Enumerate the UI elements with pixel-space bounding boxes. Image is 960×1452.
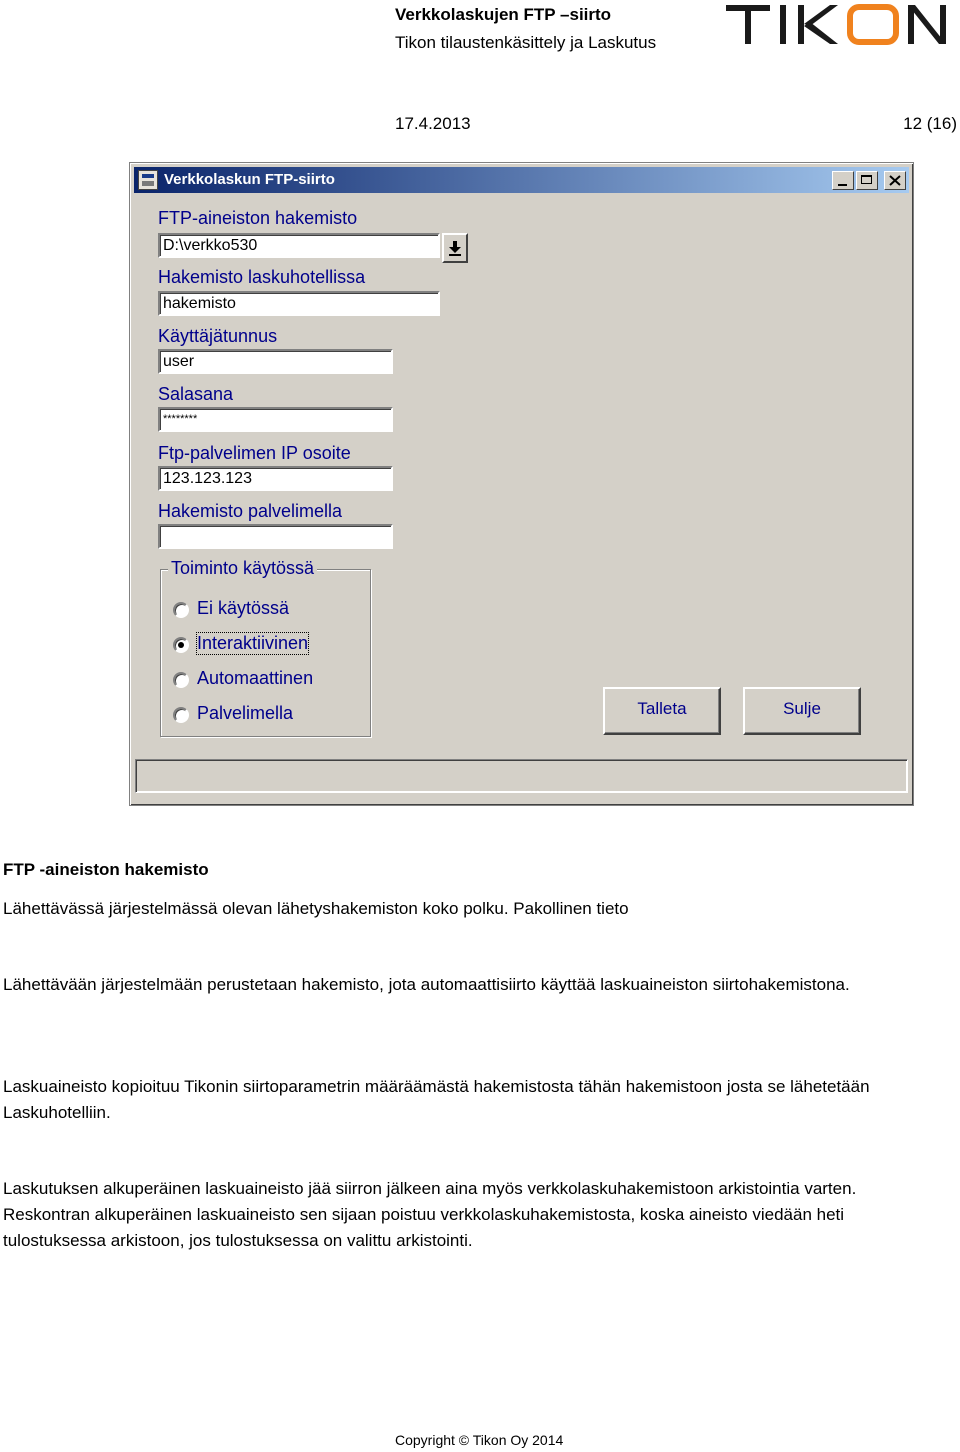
app-icon: [138, 170, 158, 190]
server-dir-label: Hakemisto palvelimella: [158, 501, 343, 521]
paragraph-2: Lähettävään järjestelmään perustetaan hakemisto, jota automaattisiirto käyttää laskuaineiston siirtohakemistona.: [3, 975, 850, 994]
document-subtitle: Tikon tilaustenkäsittely ja Laskutus: [395, 33, 657, 52]
password-label: Salasana: [158, 384, 234, 404]
username-label: Käyttäjätunnus: [158, 326, 278, 346]
maximize-button[interactable]: [856, 171, 878, 190]
section-heading: FTP -aineiston hakemisto: [3, 860, 209, 879]
ip-label: Ftp-palvelimen IP osoite: [158, 443, 351, 463]
page-number: 12 (16): [903, 114, 957, 133]
radio-button[interactable]: [173, 707, 189, 723]
download-arrow-icon: [448, 240, 462, 256]
close-button[interactable]: Sulje: [743, 687, 861, 735]
radio-button-checked[interactable]: [173, 637, 189, 653]
tikon-logo: [726, 2, 952, 48]
radio-label: Ei käytössä: [197, 598, 290, 618]
groupbox-legend: Toiminto käytössä: [168, 558, 317, 579]
window-title: Verkkolaskun FTP-siirto: [164, 171, 335, 188]
document-title: Verkkolaskujen FTP –siirto: [395, 5, 612, 24]
document-date: 17.4.2013: [395, 114, 471, 133]
ip-input[interactable]: 123.123.123: [158, 466, 393, 491]
ftp-dir-label: FTP-aineiston hakemisto: [158, 208, 358, 228]
username-input[interactable]: user: [158, 349, 393, 374]
copyright-footer: Copyright © Tikon Oy 2014: [395, 1432, 564, 1448]
minimize-button[interactable]: [832, 171, 854, 190]
function-groupbox: [160, 558, 371, 737]
radio-label: Interaktiivinen: [197, 633, 309, 653]
browse-button[interactable]: [442, 233, 468, 263]
paragraph-4: Laskutuksen alkuperäinen laskuaineisto jää siirron jälkeen aina myös verkkolaskuhakemistoon arkistointia varten. Reskontran alkuperäinen laskuaineisto sen sijaan poistuu verkkolaskuhakemistosta, koska aineisto viedään heti tulostuksessa arkistoon, jos tulostuksessa on valittu arkistointi.: [3, 1179, 857, 1250]
status-bar: [135, 759, 908, 793]
server-dir-input[interactable]: [158, 524, 393, 549]
password-input[interactable]: ********: [158, 407, 393, 432]
radio-label: Palvelimella: [197, 703, 294, 723]
radio-button[interactable]: [173, 602, 189, 618]
ftp-dir-input[interactable]: D:\verkko530: [158, 233, 440, 258]
paragraph-3: Laskuaineisto kopioituu Tikonin siirtoparametrin määräämästä hakemistosta tähän hakemistoon josta se lähetetään Laskuhotelliin.: [3, 1077, 870, 1122]
ftp-transfer-window: [129, 162, 914, 806]
paragraph-1: Lähettävässä järjestelmässä olevan lähetyshakemiston koko polku. Pakollinen tieto: [3, 899, 629, 918]
radio-label: Automaattinen: [197, 668, 314, 688]
hotel-dir-label: Hakemisto laskuhotellissa: [158, 267, 366, 287]
window-titlebar[interactable]: [134, 167, 909, 193]
radio-button[interactable]: [173, 672, 189, 688]
hotel-dir-input[interactable]: hakemisto: [158, 291, 440, 316]
close-icon: [889, 175, 901, 186]
close-window-button[interactable]: [884, 171, 906, 190]
save-button[interactable]: Talleta: [603, 687, 721, 735]
